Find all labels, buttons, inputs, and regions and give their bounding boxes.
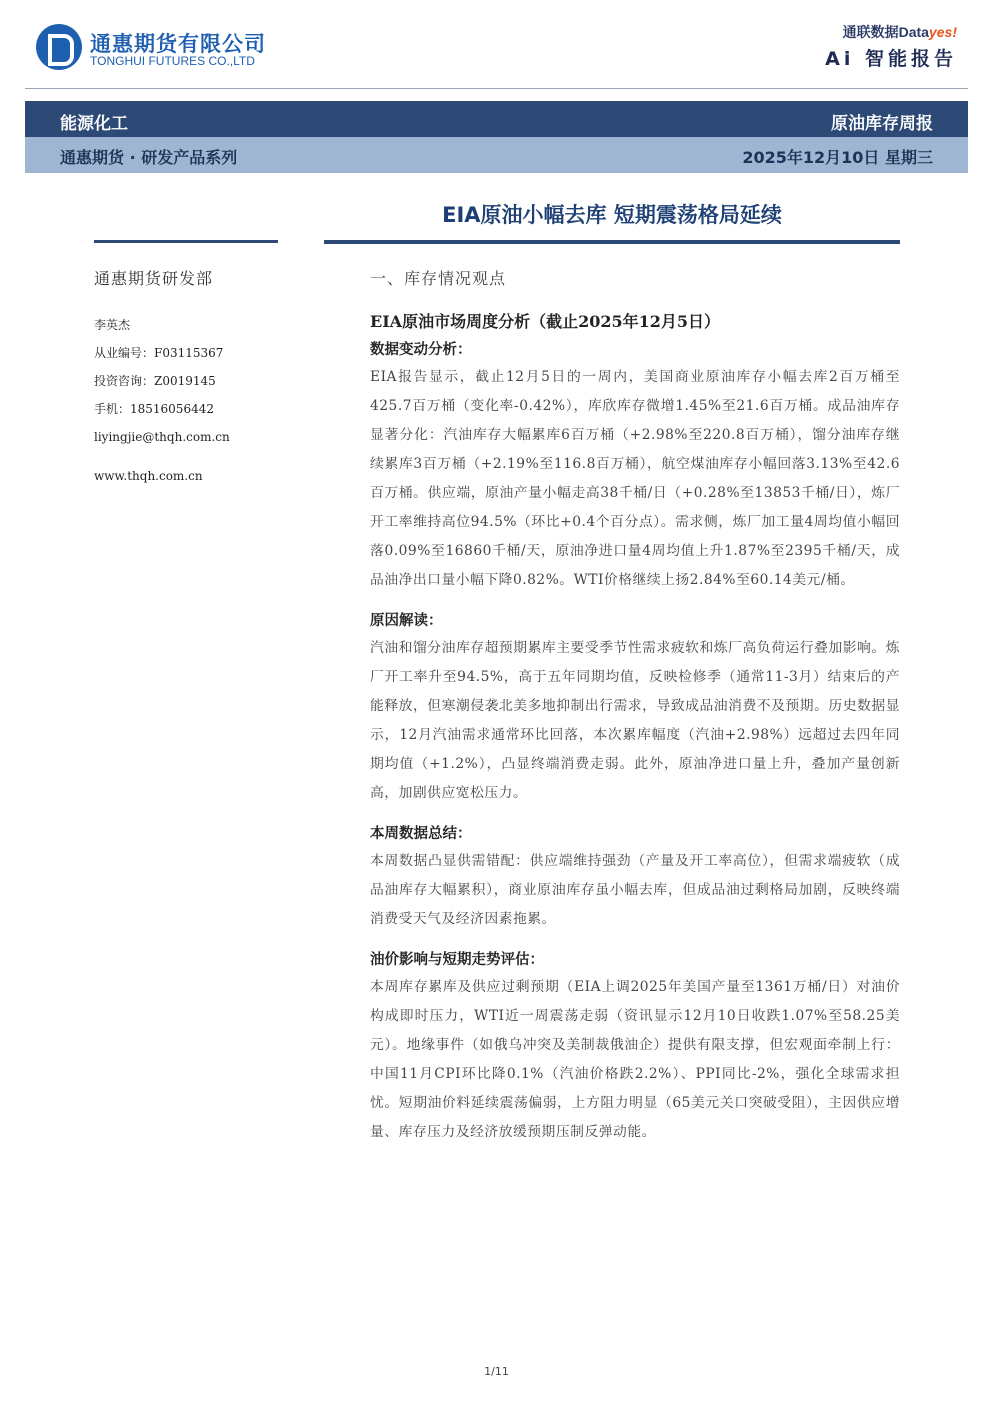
block-heading-reasons: 原因解读： [370, 612, 443, 629]
block-heading-data-change: 数据变动分析： [370, 341, 472, 358]
brand-report-label: Ai 智能报告 [825, 48, 957, 70]
logo-company-name-cn: 通惠期货有限公司 [90, 32, 266, 56]
brand-prefix: 通联数据 [842, 24, 899, 40]
sidebar-rule [94, 240, 278, 243]
brand-wordmark [825, 22, 957, 42]
brand-data: Data [898, 24, 929, 40]
main-content [370, 266, 900, 1147]
header-divider [25, 88, 968, 89]
logo-company-name-en: TONGHUI FUTURES CO.,LTD [90, 54, 255, 68]
license-number: 从业编号：F03115367 [94, 346, 224, 360]
category-label: 能源化工 [60, 114, 128, 134]
consult-number: 投资咨询：Z0019145 [94, 374, 216, 388]
title-rule [324, 240, 900, 244]
department-name: 通惠期货研发部 [94, 269, 214, 288]
section-heading: 一、库存情况观点 [370, 269, 507, 288]
company-logo [36, 24, 276, 74]
report-date: 2025年12月10日 星期三 [742, 148, 933, 167]
page-number: 1/11 [484, 1365, 509, 1378]
block-text-reasons: 汽油和馏分油库存超预期累库主要受季节性需求疲软和炼厂高负荷运行叠加影响。炼厂开工率升至94.5%，高于五年同期均值，反映检修季（通常11-3月）结束后的产能释放，但寒潮侵袭北美多地抑制出行需求，导致成品油消费不及预期。历史数据显示，12月汽油需求通常环比回落，本次累库幅度（汽油+2.98%）远超过去四年同期均值（+1.2%），凸显终端消费走弱。此外，原油净进口量上升，叠加产量创新高，加剧供应宽松压力。 [370, 640, 900, 801]
phone-number: 手机：18516056442 [94, 402, 214, 416]
category-bar [25, 101, 968, 137]
analysis-subheading: EIA原油市场周度分析（截止2025年12月5日） [370, 312, 721, 331]
series-label: 通惠期货 · 研发产品系列 [60, 148, 238, 167]
report-title: EIA原油小幅去库 短期震荡格局延续 [442, 203, 782, 227]
block-text-outlook: 本周库存累库及供应过剩预期（EIA上调2025年美国产量至1361万桶/日）对油价构成即时压力，WTI近一周震荡走弱（资讯显示12月10日收跌1.07%至58.25美元）。地缘事件（如俄乌冲突及美制裁俄油企）提供有限支撑，但宏观面牵制上行：中国11月CPI环比降0.1%（汽油价格跌2.2%）、PPI同比-2%，强化全球需求担忧。短期油价料延续震荡偏弱，上方阻力明显（65美元关口突破受阻），主因供应增量、库存压力及经济放缓预期压制反弹动能。 [370, 979, 900, 1140]
series-bar [25, 137, 968, 173]
block-text-summary: 本周数据凸显供需错配：供应端维持强劲（产量及开工率高位），但需求端疲软（成品油库存大幅累积），商业原油库存虽小幅去库，但成品油过剩格局加剧，反映终端消费受天气及经济因素拖累。 [370, 853, 900, 927]
block-heading-summary: 本周数据总结： [370, 825, 472, 842]
block-text-data-change: EIA报告显示，截止12月5日的一周内，美国商业原油库存小幅去库2百万桶至425.7百万桶（变化率-0.42%），库欣库存微增1.45%至21.6百万桶。成品油库存显著分化：汽油库存大幅累库6百万桶（+2.98%至220.8百万桶），馏分油库存继续累库3百万桶（+2.19%至116.8百万桶），航空煤油库存小幅回落3.13%至42.6百万桶。供应端，原油产量小幅走高38千桶/日（+0.28%至13853千桶/日），炼厂开工率维持高位94.5%（环比+0.4个百分点）。需求侧，炼厂加工量4周均值小幅回落0.09%至16860千桶/天，原油净进口量4周均值上升1.87%至2395千桶/天，成品油净出口量小幅下降0.82%。WTI价格继续上扬2.84%至60.14美元/桶。 [370, 369, 900, 588]
author-name: 李英杰 [94, 318, 131, 332]
email-link[interactable]: liyingjie@thqh.com.cn [94, 430, 230, 444]
logo-mark-icon [36, 24, 82, 70]
block-heading-outlook: 油价影响与短期走势评估： [370, 951, 544, 968]
report-type-label: 原油库存周报 [831, 114, 933, 134]
author-sidebar [94, 266, 294, 483]
website-link[interactable]: www.thqh.com.cn [94, 469, 203, 483]
brand-yes: yes! [928, 24, 957, 40]
datayes-brand [825, 22, 957, 71]
